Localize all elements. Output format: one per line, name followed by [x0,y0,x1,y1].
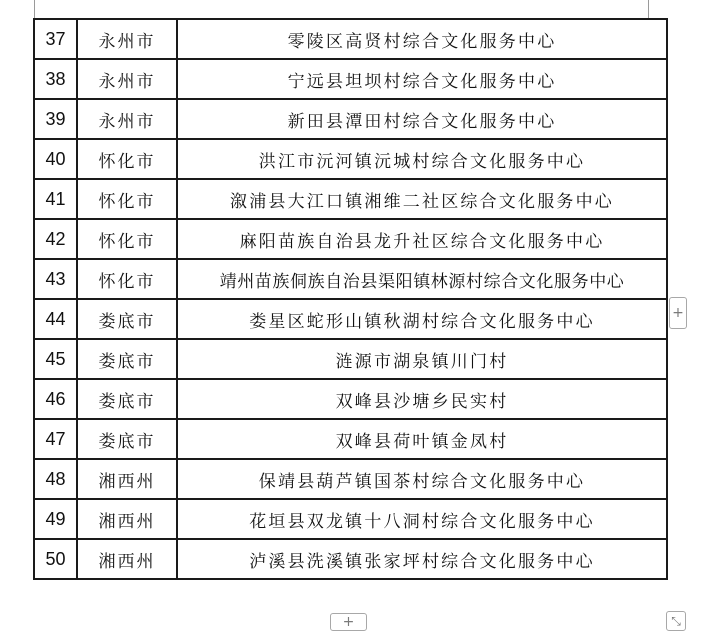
city-cell[interactable]: 怀化市 [77,179,177,219]
table-row [34,219,667,259]
city-cell[interactable]: 怀化市 [77,259,177,299]
table-row [34,99,667,139]
table-row [34,299,667,339]
table-body [34,19,667,579]
row-number-cell[interactable]: 39 [34,99,77,139]
add-row-button[interactable]: + [330,613,367,631]
table-row [34,339,667,379]
row-number-cell[interactable]: 43 [34,259,77,299]
city-cell[interactable]: 娄底市 [77,339,177,379]
add-column-button[interactable]: + [669,297,687,329]
table-row [34,59,667,99]
table-row [34,139,667,179]
row-number-cell[interactable]: 48 [34,459,77,499]
table-row [34,459,667,499]
row-number-cell[interactable]: 37 [34,19,77,59]
row-number-cell[interactable]: 42 [34,219,77,259]
table-row [34,499,667,539]
table-row [34,419,667,459]
row-number-cell[interactable]: 47 [34,419,77,459]
city-cell[interactable]: 娄底市 [77,419,177,459]
row-number-cell[interactable]: 50 [34,539,77,579]
table-row [34,539,667,579]
city-cell[interactable]: 娄底市 [77,299,177,339]
center-name-cell[interactable]: 保靖县葫芦镇国茶村综合文化服务中心 [177,459,667,499]
city-cell[interactable]: 湘西州 [77,459,177,499]
row-number-cell[interactable]: 46 [34,379,77,419]
center-name-cell[interactable]: 麻阳苗族自治县龙升社区综合文化服务中心 [177,219,667,259]
center-name-cell[interactable]: 靖州苗族侗族自治县渠阳镇林源村综合文化服务中心 [177,259,667,299]
table-row [34,379,667,419]
center-name-cell[interactable]: 双峰县沙塘乡民实村 [177,379,667,419]
city-cell[interactable]: 湘西州 [77,539,177,579]
table-resize-icon[interactable]: ⤡ [666,611,686,631]
page-crop-mark-left [34,0,35,19]
row-number-cell[interactable]: 40 [34,139,77,179]
table-row [34,259,667,299]
row-number-cell[interactable]: 41 [34,179,77,219]
center-name-cell[interactable]: 溆浦县大江口镇湘维二社区综合文化服务中心 [177,179,667,219]
city-cell[interactable]: 怀化市 [77,219,177,259]
center-name-cell[interactable]: 洪江市沅河镇沅城村综合文化服务中心 [177,139,667,179]
city-cell[interactable]: 永州市 [77,19,177,59]
center-name-cell[interactable]: 娄星区蛇形山镇秋湖村综合文化服务中心 [177,299,667,339]
center-name-cell[interactable]: 花垣县双龙镇十八洞村综合文化服务中心 [177,499,667,539]
document-table [33,18,668,580]
table-row [34,179,667,219]
table-row [34,19,667,59]
document-table-container [33,18,668,580]
city-cell[interactable]: 永州市 [77,59,177,99]
page-crop-mark-right [648,0,649,19]
center-name-cell[interactable]: 零陵区高贤村综合文化服务中心 [177,19,667,59]
center-name-cell[interactable]: 泸溪县洗溪镇张家坪村综合文化服务中心 [177,539,667,579]
city-cell[interactable]: 娄底市 [77,379,177,419]
city-cell[interactable]: 湘西州 [77,499,177,539]
city-cell[interactable]: 怀化市 [77,139,177,179]
center-name-cell[interactable]: 涟源市湖泉镇川门村 [177,339,667,379]
row-number-cell[interactable]: 45 [34,339,77,379]
center-name-cell[interactable]: 双峰县荷叶镇金凤村 [177,419,667,459]
city-cell[interactable]: 永州市 [77,99,177,139]
row-number-cell[interactable]: 49 [34,499,77,539]
row-number-cell[interactable]: 44 [34,299,77,339]
row-number-cell[interactable]: 38 [34,59,77,99]
center-name-cell[interactable]: 新田县潭田村综合文化服务中心 [177,99,667,139]
center-name-cell[interactable]: 宁远县坦坝村综合文化服务中心 [177,59,667,99]
